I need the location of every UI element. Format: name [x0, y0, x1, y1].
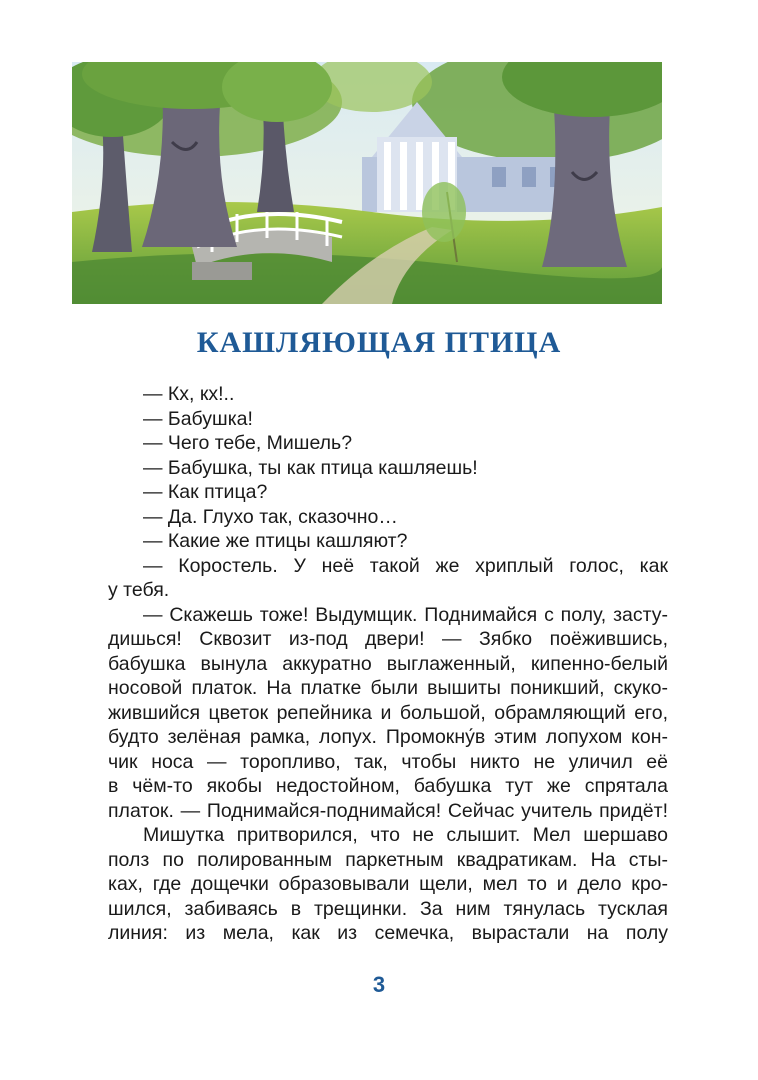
text-line: чик носа — торопливо, так, чтобы никто не уличил её [108, 750, 668, 773]
text-line: у тебя. [108, 579, 170, 601]
text-line: — Бабушка! [143, 407, 253, 430]
story-text [108, 382, 668, 946]
text-line: платок. — Поднимайся-поднимайся! Сейчас учитель придёт! [108, 799, 668, 822]
text-line: Мишутка притворился, что не слышит. Мел шершаво [143, 824, 668, 846]
text-line: — Какие же птицы кашляют? [143, 530, 408, 552]
text-line: — Чего тебе, Мишель? [143, 432, 353, 454]
manor-park-painting [72, 62, 662, 304]
text-line: жившийся цветок репейника и большой, обрамляющий его, [108, 701, 668, 724]
text-line: — Скажешь тоже! Выдумщик. Поднимайся с полу, засту- [143, 603, 668, 626]
text-line: бабушка вынула аккуратно выглаженный, кипенно-белый [108, 652, 668, 675]
page-number: 3 [372, 972, 386, 997]
text-line: полз по полированным паркетным квадратикам. На сты- [108, 848, 668, 871]
chapter-illustration [72, 62, 662, 304]
text-line: дишься! Сквозит из-под двери! — Зябко поёжившись, [108, 628, 668, 650]
text-line: будто зелёная рамка, лопух. Промокну́в этим лопухом кон- [108, 726, 668, 748]
text-line: ках, где дощечки образовывали щели, мел то и дело кро- [108, 873, 668, 895]
text-line: — Кх, кх!.. [143, 383, 235, 405]
text-line: в чём-то якобы недостойном, бабушка тут же спрятала [108, 775, 668, 797]
chapter-title: КАШЛЯЮЩАЯ ПТИЦА [196, 326, 562, 359]
text-line: — Как птица? [143, 481, 268, 503]
text-line: — Коростель. У неё такой же хриплый голос, как [143, 554, 668, 577]
text-line: носовой платок. На платке были вышиты поникший, скуко- [108, 677, 668, 699]
text-line: — Да. Глухо так, сказочно… [143, 505, 398, 528]
text-line: шился, забиваясь в трещинки. За ним тянулась тусклая [108, 897, 668, 920]
text-line: линия: из мела, как из семечка, вырастали на полу [108, 922, 668, 944]
text-line: — Бабушка, ты как птица кашляешь! [143, 456, 478, 479]
